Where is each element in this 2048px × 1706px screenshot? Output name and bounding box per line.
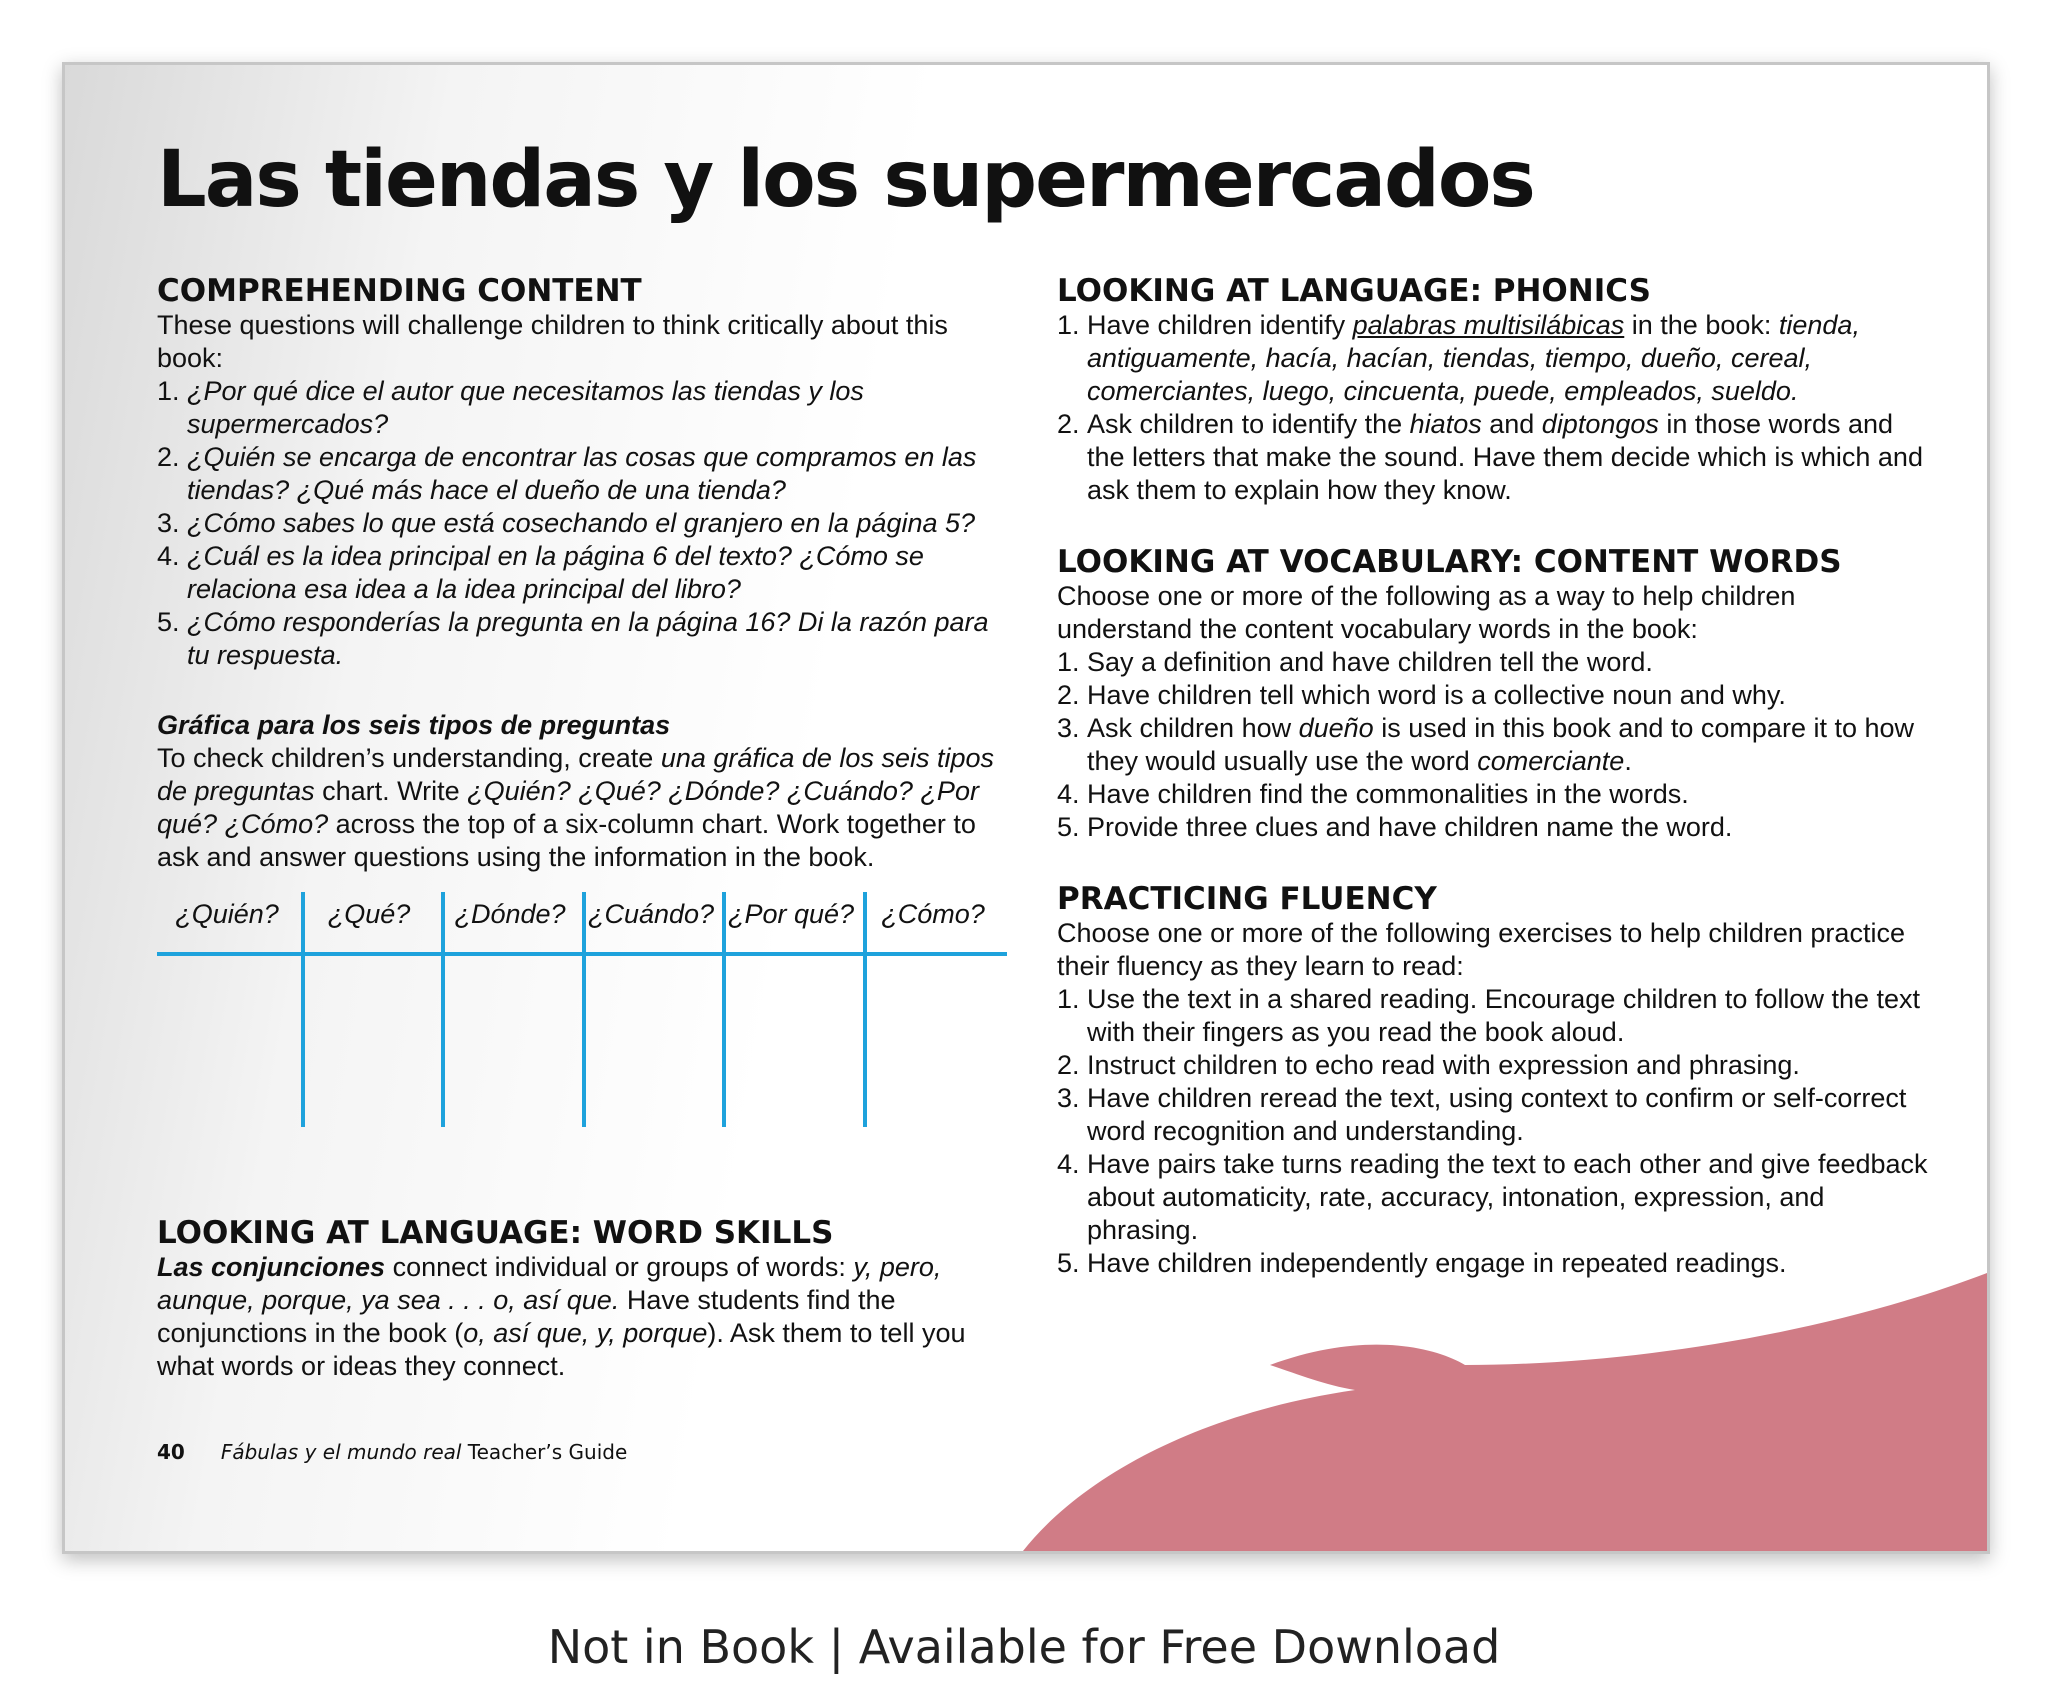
chart-column-divider [441,892,445,1127]
book-title: Fábulas y el mundo real [220,1440,462,1464]
guide-label: Teacher’s Guide [461,1440,628,1464]
list-item: 2. ¿Quién se encarga de encontrar las cosas que compramos en las tiendas? ¿Qué más hace el dueño de una tienda? [157,442,977,505]
six-question-chart [157,892,1007,1127]
fluency-list [1057,983,1937,1280]
phonics-heading: LOOKING AT LANGUAGE: PHONICS [1057,273,1651,309]
list-item: 2. Ask children to identify the hiatos and diptongos in those words and the letters that make the sound. Have them decide which is which and ask them to explain how they know. [1057,409,1923,505]
grafica-instructions: To check children’s understanding, create una gráfica de los seis tipos de preguntas chart. Write ¿Quién? ¿Qué? ¿Dónde? ¿Cuándo? ¿Por qué? ¿Cómo? across the top of a six-column chart. Work together to ask and answer questions using the information in the book. [157,743,995,872]
vocabulary-heading: LOOKING AT VOCABULARY: CONTENT WORDS [1057,544,1842,580]
list-item: 5. ¿Cómo responderías la pregunta en la página 16? Di la razón para tu respuesta. [157,607,989,670]
phonics-list [1057,309,1937,507]
list-item: 1. Say a definition and have children tell the word. [1057,647,1653,677]
chart-column-header: ¿Qué? [327,899,411,929]
chart-column-header: ¿Cómo? [881,899,985,929]
chart-column-header: ¿Cuándo? [587,899,715,929]
list-item: 5. Have children independently engage in repeated readings. [1057,1248,1787,1278]
chart-column-header: ¿Dónde? [454,899,566,929]
list-item: 3. Have children reread the text, using context to confirm or self-correct word recognition and understanding. [1057,1083,1907,1146]
list-item: 4. Have children find the commonalities in the words. [1057,779,1689,809]
list-item: 1. ¿Por qué dice el autor que necesitamos las tiendas y los supermercados? [157,376,864,439]
list-item: 1. Use the text in a shared reading. Encourage children to follow the text with their fingers as you read the book aloud. [1057,984,1920,1047]
page-title: Las tiendas y los supermercados [157,135,1534,225]
chart-column-divider [863,892,867,1127]
vocabulary-intro: Choose one or more of the following as a way to help children understand the content vocabulary words in the book: [1057,581,1796,644]
list-item: 4. Have pairs take turns reading the text to each other and give feedback about automaticity, rate, accuracy, intonation, expression, and phrasing. [1057,1149,1928,1245]
chart-column-divider [722,892,726,1127]
page-number: 40 [157,1440,185,1464]
word-skills-heading: LOOKING AT LANGUAGE: WORD SKILLS [157,1215,834,1251]
guide-page [62,62,1990,1554]
list-item: 5. Provide three clues and have children name the word. [1057,812,1733,842]
chart-column-header: ¿Quién? [175,899,279,929]
list-item: 4. ¿Cuál es la idea principal en la página 6 del texto? ¿Cómo se relaciona esa idea a la idea principal del libro? [157,541,924,604]
comprehending-intro: These questions will challenge children to think critically about this book: [157,310,948,373]
comprehending-questions [157,375,1017,672]
list-item: 1. Have children identify palabras multisilábicas in the book: tienda, antiguamente, hacía, hacían, tiendas, tiempo, dueño, cereal, comerciantes, luego, cincuenta, puede, empleados, sueldo. [1057,310,1860,406]
comprehending-heading: COMPREHENDING CONTENT [157,273,642,309]
word-skills-text: Las conjunciones connect individual or groups of words: y, pero, aunque, porque, ya sea . . . o, así que. Have students find the conjunctions in the book (o, así que, y, porque). Ask them to tell you what words or ideas they connect. [157,1252,966,1381]
page-footer [157,1440,627,1464]
list-item: 3. Ask children how dueño is used in this book and to compare it to how they would usually use the word comerciante. [1057,713,1915,776]
list-item: 2. Instruct children to echo read with expression and phrasing. [1057,1050,1800,1080]
chart-column-header: ¿Por qué? [727,899,855,929]
download-caption: Not in Book | Available for Free Download [547,1620,1501,1674]
fluency-heading: PRACTICING FLUENCY [1057,881,1437,917]
right-column [1057,273,1937,1280]
chart-column-divider [301,892,305,1127]
grafica-heading: Gráfica para los seis tipos de preguntas [157,710,671,740]
chart-column-divider [582,892,586,1127]
left-column [157,273,1017,1383]
fluency-intro: Choose one or more of the following exercises to help children practice their fluency as they learn to read: [1057,918,1905,981]
list-item: 2. Have children tell which word is a collective noun and why. [1057,680,1786,710]
list-item: 3. ¿Cómo sabes lo que está cosechando el granjero en la página 5? [157,508,976,538]
vocabulary-list [1057,646,1937,844]
